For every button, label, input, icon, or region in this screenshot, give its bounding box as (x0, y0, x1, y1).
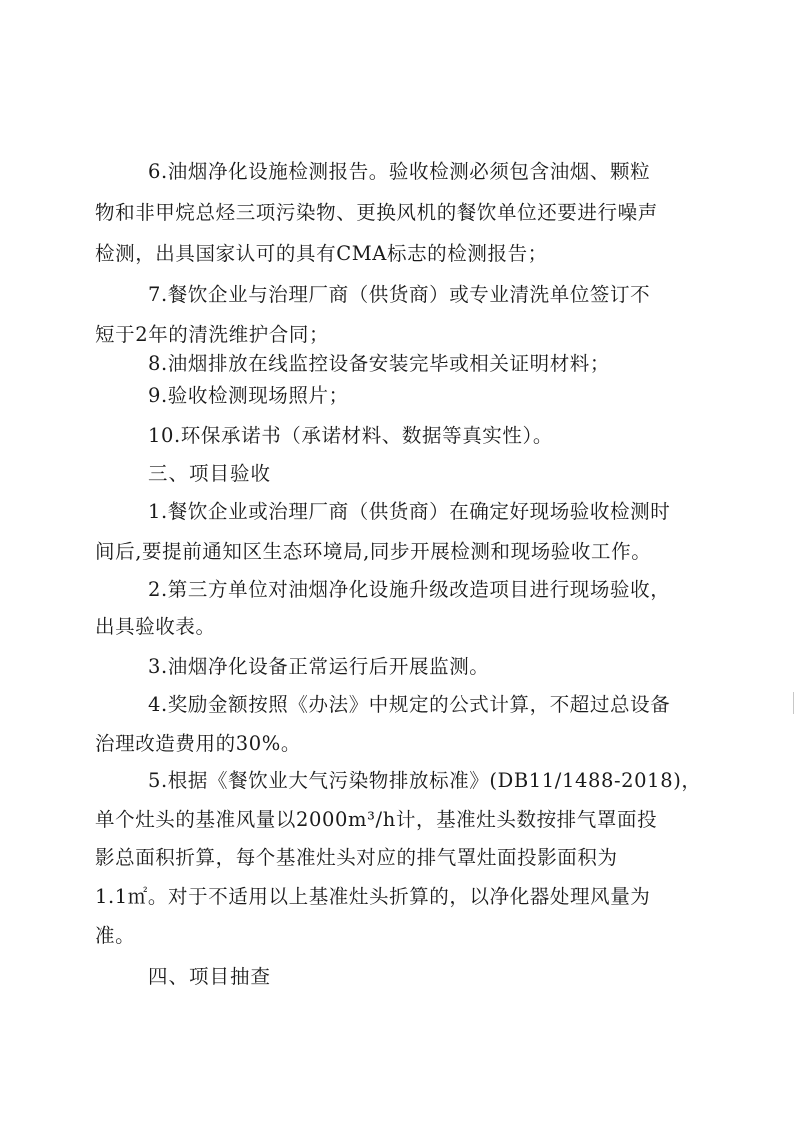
section-heading-spot-check: 四、项目抽查 (148, 965, 272, 988)
paragraph-7-line-1: 7.餐饮企业与治理厂商（供货商）或专业清洗单位签订不 (148, 283, 651, 306)
acceptance-item-2-line-2: 出具验收表。 (95, 615, 216, 638)
paragraph-10: 10.环保承诺书（承诺材料、数据等真实性）。 (148, 424, 553, 447)
acceptance-item-5-line-2: 单个灶头的基准风量以2000m³/h计，基准灶头数按排气罩面投 (95, 808, 658, 831)
paragraph-7-line-2: 短于2年的清洗维护合同； (95, 323, 330, 346)
acceptance-item-1-line-1: 1.餐饮企业或治理厂商（供货商）在确定好现场验收检测时 (148, 500, 671, 523)
acceptance-item-1-line-2: 间后,要提前通知区生态环境局,同步开展检测和现场验收工作。 (95, 540, 652, 563)
paragraph-6-line-2: 物和非甲烷总烃三项污染物、更换风机的餐饮单位还要进行噪声 (95, 201, 658, 224)
acceptance-item-4-line-2: 治理改造费用的30%。 (95, 732, 301, 755)
paragraph-6-line-1: 6.油烟净化设施检测报告。验收检测必须包含油烟、颗粒 (148, 160, 651, 183)
acceptance-item-5-line-4: 1.1㎡。对于不适用以上基准灶头折算的，以净化器处理风量为 (95, 885, 651, 908)
section-heading-acceptance: 三、项目验收 (148, 462, 272, 485)
acceptance-item-5-line-5: 准。 (95, 924, 136, 947)
acceptance-item-4-line-1: 4.奖励金额按照《办法》中规定的公式计算，不超过总设备 (148, 693, 671, 716)
acceptance-item-5-line-1: 5.根据《餐饮业大气污染物排放标准》(DB11/1488-2018)， (148, 769, 702, 792)
paragraph-9: 9.验收检测现场照片； (148, 384, 349, 407)
acceptance-item-3: 3.油烟净化设备正常运行后开展监测。 (148, 655, 490, 678)
paragraph-8: 8.油烟排放在线监控设备安装完毕或相关证明材料； (148, 352, 611, 375)
paragraph-6-line-3: 检测，出具国家认可的具有CMA标志的检测报告； (95, 242, 548, 265)
scan-edge-mark (793, 692, 794, 714)
acceptance-item-5-line-3: 影总面积折算，每个基准灶头对应的排气罩灶面投影面积为 (95, 846, 618, 869)
acceptance-item-2-line-1: 2.第三方单位对油烟净化设施升级改造项目进行现场验收， (148, 578, 671, 601)
